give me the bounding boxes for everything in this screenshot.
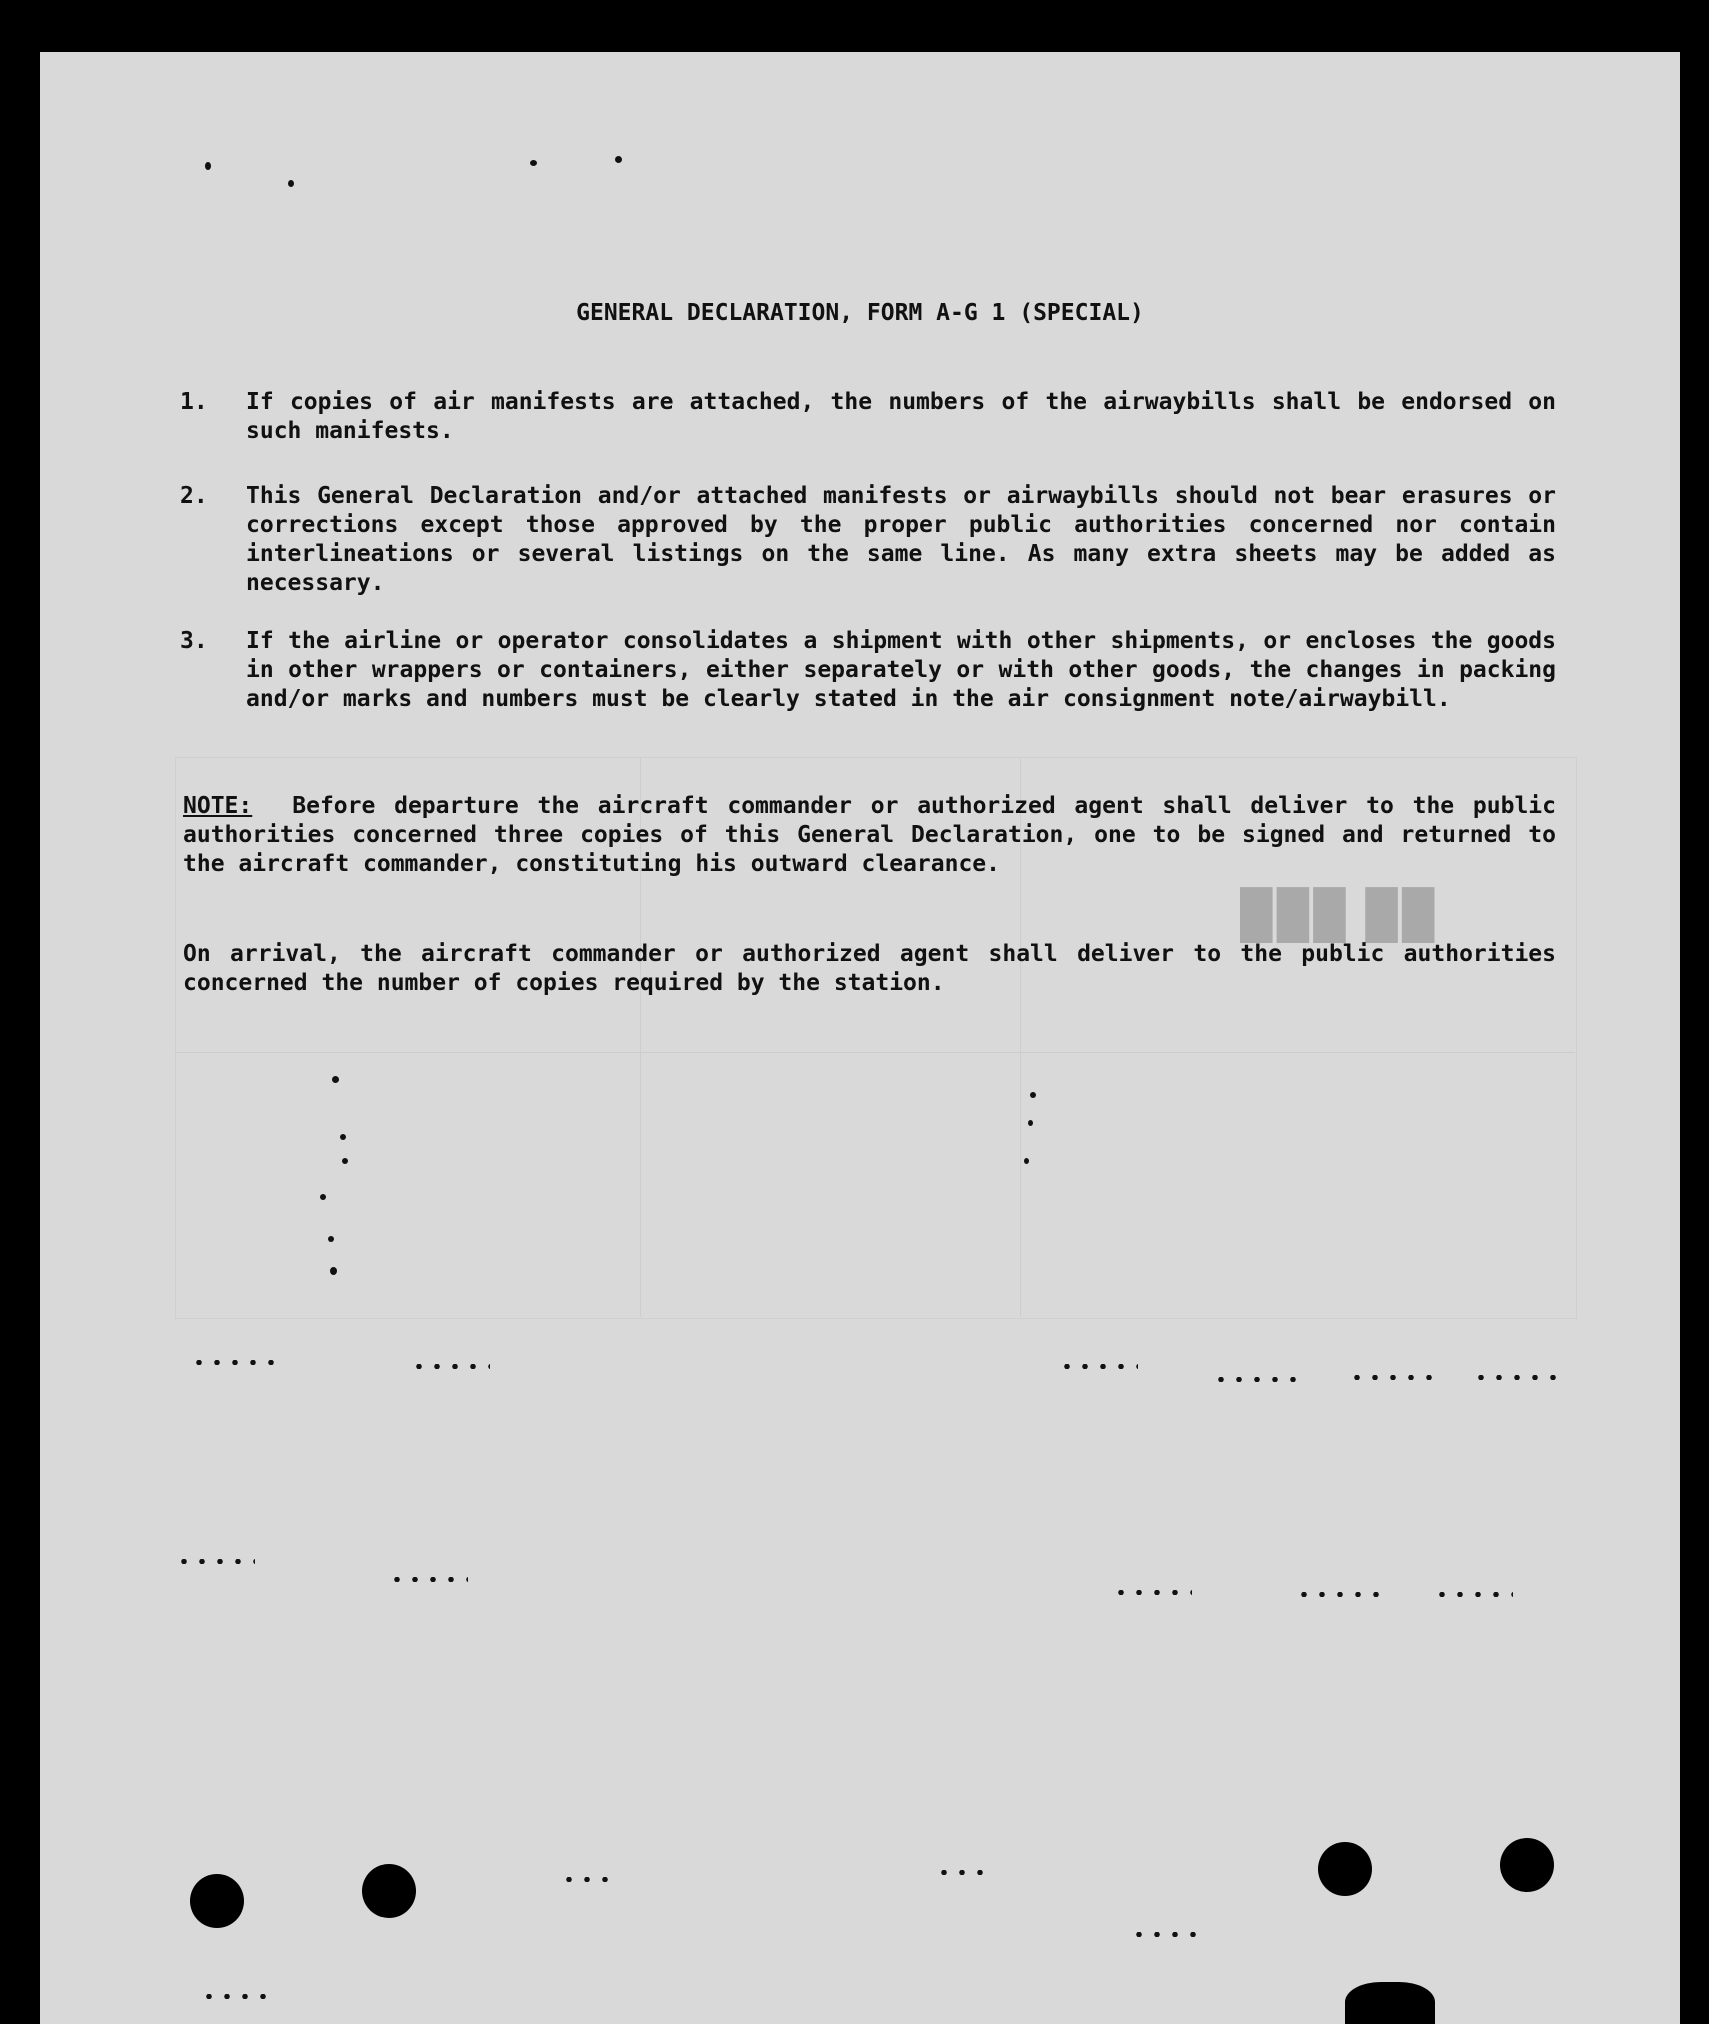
punch-row bbox=[410, 1364, 490, 1369]
punch-dot bbox=[615, 156, 622, 163]
item-text: If copies of air manifests are attached, the numbers of the airwaybills shall be endorsed on such manifests. bbox=[246, 389, 1556, 444]
page-title: GENERAL DECLARATION, FORM A-G 1 (SPECIAL) bbox=[576, 300, 1144, 326]
punch-row bbox=[560, 1877, 620, 1882]
punch-row bbox=[1212, 1377, 1307, 1382]
arrival-text: On arrival, the aircraft commander or authorized agent shall deliver to the public authorities concerned the number of copies required by the station. bbox=[183, 941, 1556, 996]
instruction-item bbox=[180, 627, 1556, 714]
punch-dot bbox=[1030, 1092, 1036, 1098]
punch-dot bbox=[205, 162, 211, 170]
show-through-stamp: ███ ██ bbox=[1240, 888, 1439, 939]
instruction-item bbox=[180, 482, 1556, 598]
punch-dot bbox=[330, 1267, 337, 1275]
punch-row bbox=[200, 1994, 270, 1999]
item-number: 3. bbox=[180, 628, 208, 654]
punch-row bbox=[190, 1360, 280, 1365]
punch-dot bbox=[332, 1076, 339, 1083]
punch-dot bbox=[288, 180, 294, 187]
punch-row bbox=[1058, 1364, 1138, 1369]
punch-row bbox=[1348, 1375, 1438, 1380]
punch-row bbox=[1433, 1592, 1513, 1597]
punch-row bbox=[388, 1577, 468, 1582]
note-text: Before departure the aircraft commander or authorized agent shall deliver to the public authorities concerned three copies of this General Declaration, one to be signed and returned to the aircraft commander, constituting his outward clearance. bbox=[183, 793, 1556, 877]
punch-dot bbox=[1024, 1158, 1029, 1164]
binding-hole bbox=[190, 1874, 244, 1928]
item-text: If the airline or operator consolidates a shipment with other shipments, or encloses the goods in other wrappers or containers, either separately or with other goods, the changes in packing and/or marks and numbers must be clearly stated in the air consignment note/airwaybill. bbox=[246, 628, 1556, 712]
note-label: NOTE: bbox=[183, 793, 253, 819]
instruction-item bbox=[180, 388, 1556, 446]
arrival-paragraph bbox=[183, 940, 1556, 998]
item-number: 1. bbox=[180, 389, 208, 415]
punch-dot bbox=[342, 1158, 348, 1164]
punch-dot bbox=[340, 1134, 346, 1140]
binding-hole bbox=[1500, 1838, 1554, 1892]
punch-dot bbox=[320, 1194, 326, 1200]
punch-row bbox=[1295, 1592, 1380, 1597]
punch-row bbox=[1472, 1375, 1557, 1380]
torn-edge bbox=[1345, 1982, 1435, 2024]
punch-dot bbox=[1028, 1120, 1033, 1126]
punch-row bbox=[1130, 1932, 1200, 1937]
binding-hole bbox=[362, 1864, 416, 1918]
show-through-line bbox=[175, 1052, 1575, 1053]
item-text: This General Declaration and/or attached manifests or airwaybills should not bear erasures or corrections except those approved by the proper public authorities concerned nor contain interlineations or several listings on the same line. As many extra sheets may be added as necessary. bbox=[246, 483, 1556, 596]
punch-row bbox=[175, 1559, 255, 1564]
punch-row bbox=[1112, 1590, 1192, 1595]
document-page bbox=[40, 52, 1680, 2024]
punch-row bbox=[935, 1870, 995, 1875]
punch-dot bbox=[328, 1236, 334, 1242]
note-paragraph bbox=[183, 792, 1556, 879]
punch-dot bbox=[530, 160, 537, 166]
item-number: 2. bbox=[180, 483, 208, 509]
binding-hole bbox=[1318, 1842, 1372, 1896]
